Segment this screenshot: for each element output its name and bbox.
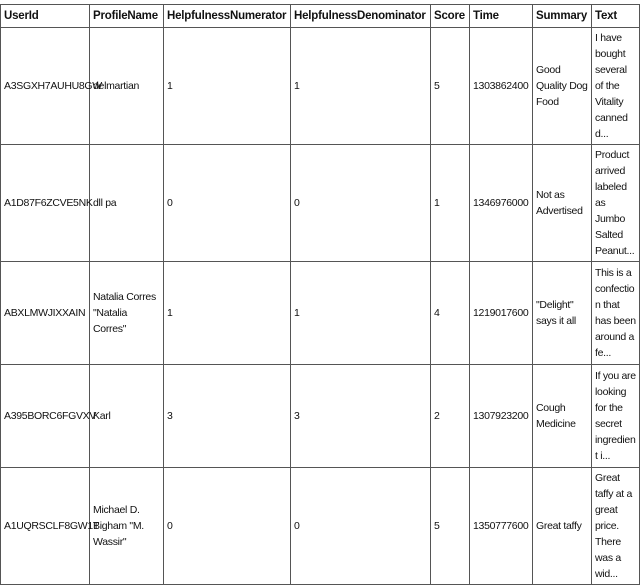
column-header-helpfulness-numerator: HelpfulnessNumerator [164, 5, 291, 28]
cell-helpfulness-denominator: 0 [291, 145, 431, 262]
cell-time: 1303862400 [470, 28, 533, 145]
column-header-time: Time [470, 5, 533, 28]
cell-profilename: Michael D. Bigham "M. Wassir" [90, 468, 164, 585]
column-header-userid: UserId [1, 5, 90, 28]
table-header [1, 5, 640, 28]
cell-text: Great taffy at a great price. There was a wid... [592, 468, 640, 585]
cell-helpfulness-denominator: 1 [291, 28, 431, 145]
cell-text: This is a confection that has been around a fe... [592, 262, 640, 365]
cell-profilename: delmartian [90, 28, 164, 145]
cell-profilename: dll pa [90, 145, 164, 262]
cell-time: 1219017600 [470, 262, 533, 365]
cell-helpfulness-numerator: 1 [164, 28, 291, 145]
cell-userid: A1D87F6ZCVE5NK [1, 145, 90, 262]
cell-score: 5 [431, 28, 470, 145]
cell-score: 4 [431, 262, 470, 365]
cell-profilename: Karl [90, 365, 164, 468]
cell-text: If you are looking for the secret ingredient i... [592, 365, 640, 468]
cell-time: 1346976000 [470, 145, 533, 262]
cell-summary: Good Quality Dog Food [533, 28, 592, 145]
table-row [1, 262, 640, 365]
cell-time: 1350777600 [470, 468, 533, 585]
cell-score: 2 [431, 365, 470, 468]
cell-profilename: Natalia Corres "Natalia Corres" [90, 262, 164, 365]
cell-score: 5 [431, 468, 470, 585]
cell-time: 1307923200 [470, 365, 533, 468]
cell-helpfulness-numerator: 3 [164, 365, 291, 468]
table-body [1, 28, 640, 585]
table-row [1, 145, 640, 262]
column-header-text: Text [592, 5, 640, 28]
cell-summary: Great taffy [533, 468, 592, 585]
column-header-summary: Summary [533, 5, 592, 28]
cell-userid: A1UQRSCLF8GW1T [1, 468, 90, 585]
table-row [1, 365, 640, 468]
cell-userid: A3SGXH7AUHU8GW [1, 28, 90, 145]
cell-helpfulness-numerator: 0 [164, 145, 291, 262]
table-row [1, 28, 640, 145]
cell-summary: Cough Medicine [533, 365, 592, 468]
cell-score: 1 [431, 145, 470, 262]
cell-summary: Not as Advertised [533, 145, 592, 262]
cell-helpfulness-numerator: 0 [164, 468, 291, 585]
column-header-profilename: ProfileName [90, 5, 164, 28]
column-header-helpfulness-denominator: HelpfulnessDenominator [291, 5, 431, 28]
column-header-score: Score [431, 5, 470, 28]
cell-helpfulness-denominator: 3 [291, 365, 431, 468]
cell-text: I have bought several of the Vitality canned d... [592, 28, 640, 145]
cell-text: Product arrived labeled as Jumbo Salted Peanut... [592, 145, 640, 262]
table-row [1, 468, 640, 585]
cell-summary: "Delight" says it all [533, 262, 592, 365]
cell-userid: ABXLMWJIXXAIN [1, 262, 90, 365]
header-row [1, 5, 640, 28]
cell-helpfulness-denominator: 0 [291, 468, 431, 585]
cell-userid: A395BORC6FGVXV [1, 365, 90, 468]
cell-helpfulness-numerator: 1 [164, 262, 291, 365]
cell-helpfulness-denominator: 1 [291, 262, 431, 365]
reviews-table [0, 4, 640, 585]
